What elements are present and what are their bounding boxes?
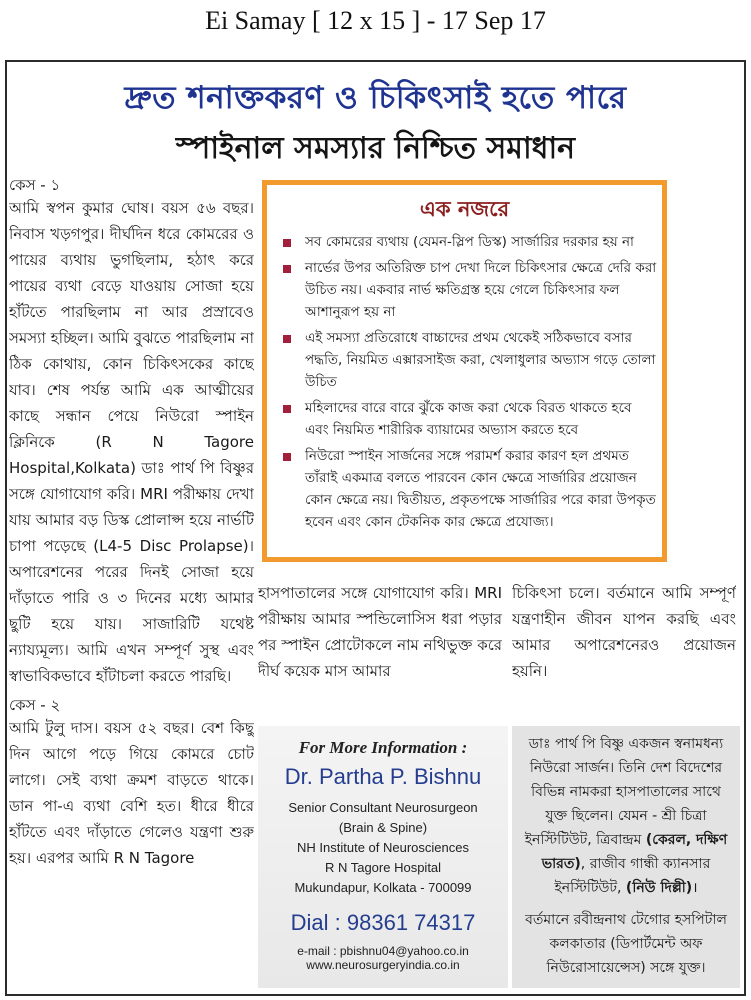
doctor-current-affiliation: বর্তমানে রবীন্দ্রনাথ টেগোর হসপিটাল কলকাতার (ডিপার্টমেন্ট অফ নিউরোসায়েন্সেস) সঙ্গে যুক্ত।	[525, 912, 727, 976]
square-bullet-icon	[283, 335, 291, 343]
list-item: নার্ভের উপর অতিরিক্ত চাপ দেখা দিলে চিকিৎসার ক্ষেত্রে দেরি করা উচিত নয়। একবার নার্ভ ক্ষতিগ্রস্ত হয়ে গেলে চিকিৎসার ফল আশানুরূপ হয় না	[281, 257, 659, 323]
doctor-bio-box	[512, 726, 740, 988]
hospital-address: Mukundapur, Kolkata - 700099	[294, 880, 472, 895]
headline-secondary: স্পাইনাল সমস্যার নিশ্চিত সমাধান	[175, 131, 576, 166]
headline-primary: দ্রুত শনাক্তকরণ ও চিকিৎসাই হতে পারে	[124, 80, 627, 116]
source-header: Ei Samay [ 12 x 15 ] - 17 Sep 17	[205, 6, 546, 35]
case-2-title: কেস - ২	[9, 696, 61, 714]
hospital-name: R N Tagore Hospital	[324, 860, 442, 875]
phone-number[interactable]: Dial : 98361 74317	[290, 910, 476, 935]
institute-name: NH Institute of Neurosciences	[297, 840, 469, 855]
contact-heading: For More Information :	[298, 738, 468, 757]
list-item: নিউরো স্পাইন সার্জনের সঙ্গে পরামর্শ করার কারণ হল প্রথমত তাঁরাই একমাত্র বলতে পারবেন কোন ক্ষেত্রে সার্জারির প্রয়োজন কোন ক্ষেত্রে নয়। দ্বিতীয়ত, প্রকৃতপক্ষে সার্জারির পরে কারা উপকৃত হবেন এবং কোন টেকনিক কার ক্ষেত্রে প্রযোজ্য।	[281, 445, 659, 533]
case-2-continued-right: চিকিৎসা চলে। বর্তমানে আমি সম্পূর্ণ যন্ত্রণাহীন জীবন যাপন করছি এবং আমার অপারেশনেরও প্রয়োজন হয়নি।	[512, 584, 736, 680]
case-1-title: কেস - ১	[9, 176, 61, 194]
case-studies-column	[9, 175, 254, 992]
case-2-continued-middle: হাসপাতালের সঙ্গে যোগাযোগ করি। MRI পরীক্ষায় আমার স্পন্ডিলোসিস ধরা পড়ার পর স্পাইন প্রোটোকলে নাম নথিভুক্ত করে দীর্ঘ কয়েক মাস আমার	[258, 584, 502, 680]
at-a-glance-list	[281, 231, 659, 537]
case-1-text: আমি স্বপন কুমার ঘোষ। বয়স ৫৬ বছর। নিবাস খড়গপুর। দীর্ঘদিন ধরে কোমরের ও পায়ের ব্যথায় ভুগছিলাম, হঠাৎ করে পায়ের ব্যথা বেড়ে যাওয়ায় সোজা হয়ে হাঁটতে পারছিলাম না আর প্রস্রাবেও সমস্যা হচ্ছিল। আমি বুঝতে পারছিলাম না ঠিক কোথায়, কোন চিকিৎসকের কাছে যাব। শেষ পর্যন্ত আমি এক আত্মীয়ের কাছে সন্ধান পেয়ে নিউরো স্পাইন ক্লিনিকে (R N Tagore Hospital,Kolkata) ডাঃ পার্থ পি বিষ্ণুর সঙ্গে যোগাযোগ করি। MRI পরীক্ষায় দেখা যায় আমার বড় ডিস্ক প্রোলাপ্স হয়ে নার্ভটি চাপা পড়েছে (L4-5 Disc Prolapse)। অপারেশনের পরের দিনই সোজা হয়ে দাঁড়াতে পারি ও ৩ দিনের মধ্যে আমার ছুটি হয়ে যায়। সাজারিটি যথেষ্ট ন্যায্যমূল্য। আমি এখন সম্পূর্ণ সুস্থ এবং স্বাভাবিকভাবে হাঁটাচলা করতে পারছি।	[9, 199, 254, 685]
square-bullet-icon	[283, 405, 291, 413]
list-item: এই সমস্যা প্রতিরোধে বাচ্চাদের প্রথম থেকেই সঠিকভাবে বসার পদ্ধতি, নিয়মিত এক্সারসাইজ করা, খেলাধুলার অভ্যাস গড়ে তোলা উচিত	[281, 327, 659, 393]
doctor-name: Dr. Partha P. Bishnu	[284, 764, 482, 789]
email-link[interactable]: e-mail : pbishnu04@yahoo.co.in	[297, 944, 469, 958]
doctor-specialty: (Brain & Spine)	[338, 820, 428, 835]
doctor-role: Senior Consultant Neurosurgeon	[288, 800, 478, 815]
case-2-text: আমি টুলু দাস। বয়স ৫২ বছর। বেশ কিছু দিন আগে পড়ে গিয়ে কোমরে চোট লাগে। সেই ব্যথা ক্রমশ বাড়তে থাকে। ডান পা-এ ব্যথা বেশি হত। ধীরে ধীরে হাঁটতে এবং দাঁড়াতে গেলেও যন্ত্রণা শুরু হয়। এরপর আমি R N Tagore	[9, 719, 254, 867]
list-item: মহিলাদের বারে বারে ঝুঁকে কাজ করা থেকে বিরত থাকতে হবে এবং নিয়মিত শারীরিক ব্যায়ামের অভ্যাস করতে হবে	[281, 397, 659, 441]
square-bullet-icon	[283, 239, 291, 247]
website-link[interactable]: www.neurosurgeryindia.co.in	[306, 958, 460, 972]
square-bullet-icon	[283, 453, 291, 461]
list-item: সব কোমরের ব্যথায় (যেমন-স্লিপ ডিস্ক) সার্জারির দরকার হয় না	[281, 231, 659, 253]
contact-info-box	[258, 726, 508, 988]
at-a-glance-box	[262, 180, 667, 562]
doctor-bio-text: ডাঃ পার্থ পি বিষ্ণু একজন স্বনামধন্য নিউরো সার্জন। তিনি দেশ বিদেশের বিভিন্ন নামকরা হাসপাতালের সাথে যুক্ত ছিলেন। যেমন - শ্রী চিত্রা ইনস্টিটিউট, ত্রিবান্দ্রম (কেরল, দক্ষিণ ভারত), রাজীব গান্ধী ক্যানসার ইনস্টিটিউট, (নিউ দিল্লী)।	[524, 736, 728, 896]
at-a-glance-title: এক নজরে	[419, 197, 510, 221]
square-bullet-icon	[283, 265, 291, 273]
